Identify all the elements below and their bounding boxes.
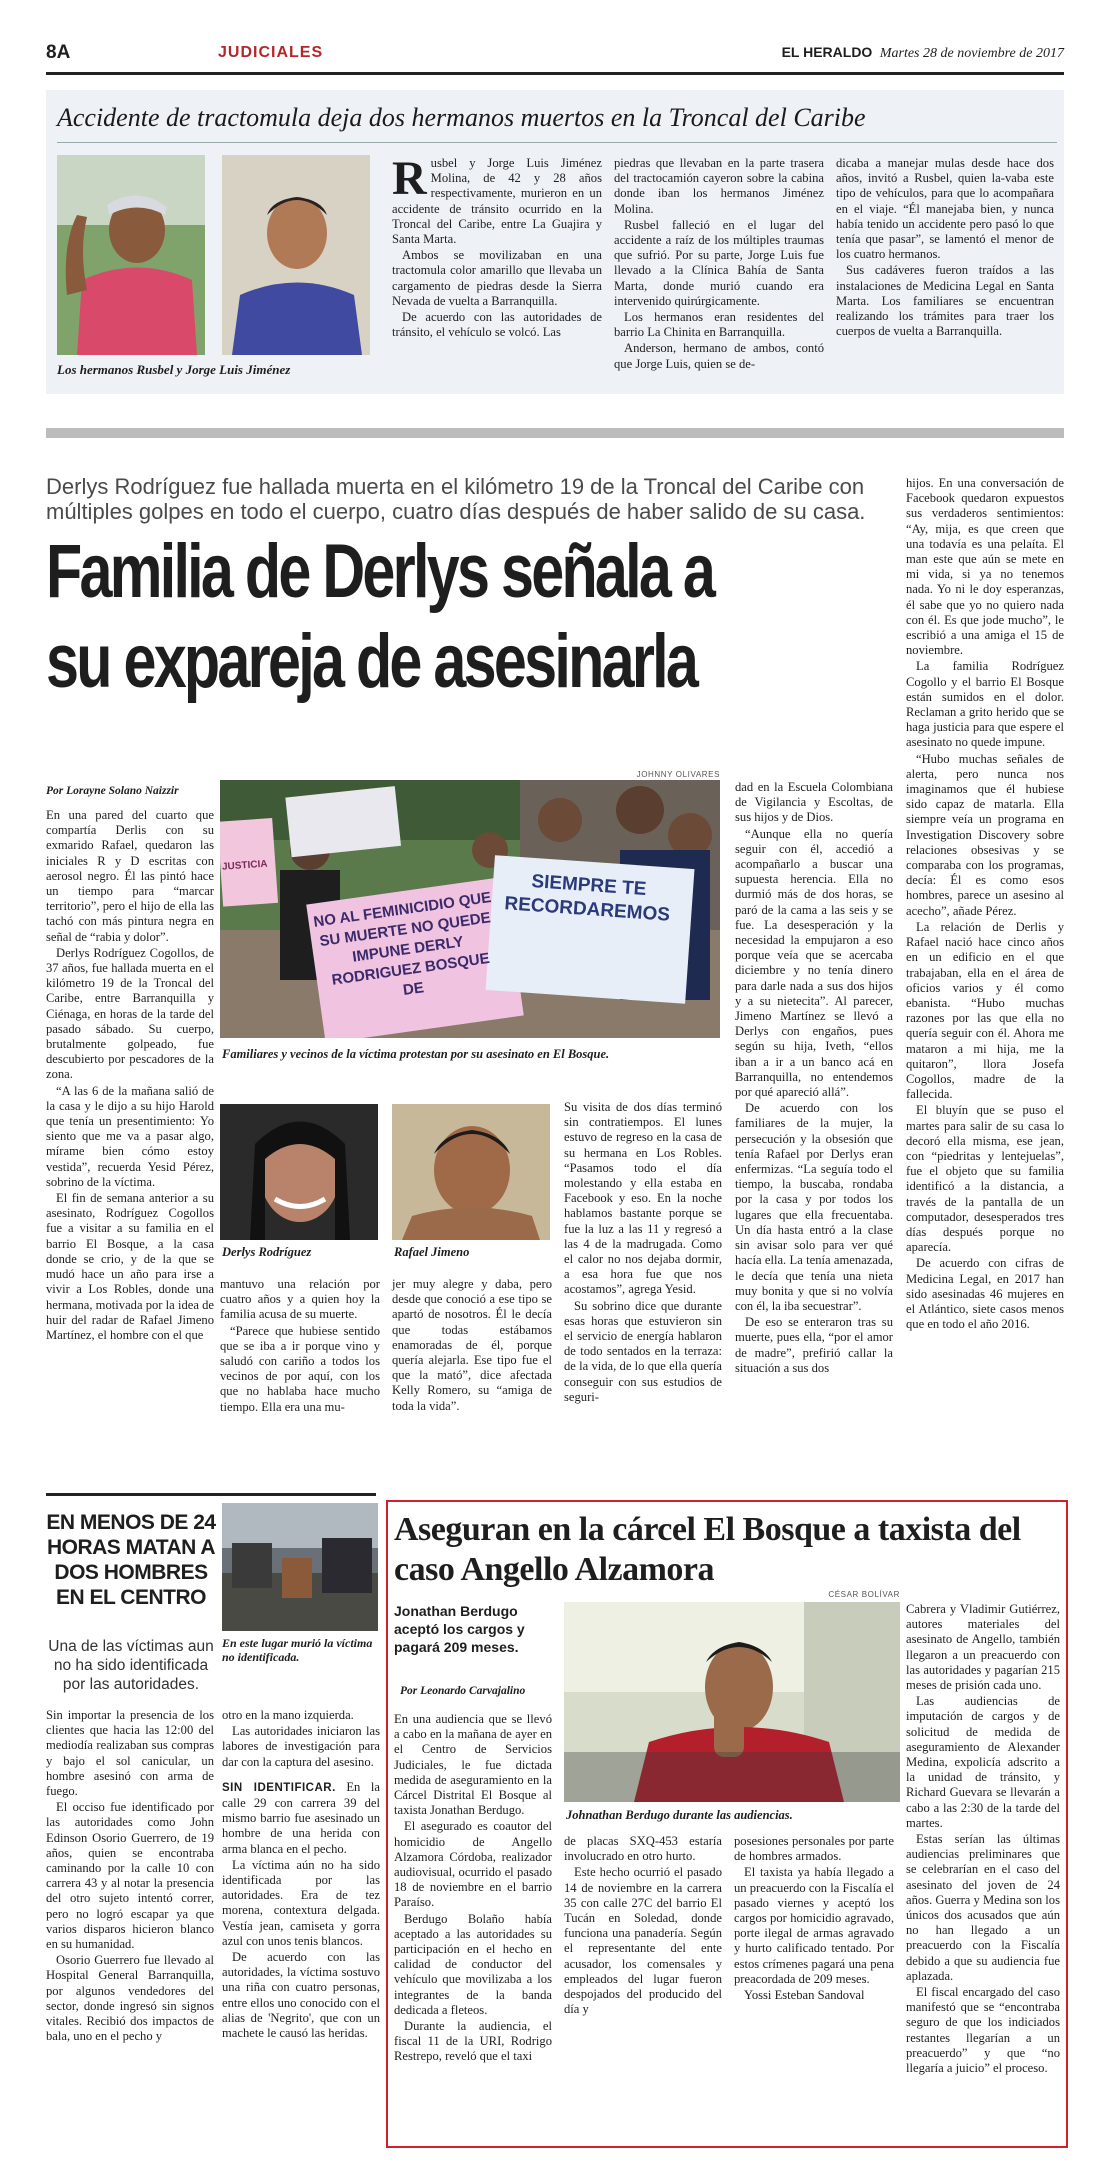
paragraph: Derlys Rodríguez Cogollos, de 37 años, fue hallada muerta en el kilómetro 19 de la Troncal del Caribe, entre Barranquilla y Ciénaga, en horas de la tarde del pasado sábado. Su cuerpo, brutalmente golpeado, fue descubierto por pescadores de la zona. bbox=[46, 945, 214, 1082]
paragraph: usbel y Jorge Luis Jiménez Molina, de 42 y 28 años respectivamente, murieron en un accidente de tránsito ocurrido en la Troncal del Caribe, entre La Guajira y Santa Marta. bbox=[392, 156, 602, 247]
paragraph: dicaba a manejar mulas desde hace dos años, invitó a Rusbel, quien la-vaba este tipo de vehículos, para que lo acompañara en el viaje. “Él manejaba bien, y nunca había tenido un accidente pero pasó lo que tenía que pasar”, se lamentó el menor de los cuatro hermanos. bbox=[836, 156, 1054, 262]
edition-date: Martes 28 de noviembre de 2017 bbox=[879, 46, 1064, 61]
header-rule bbox=[46, 72, 1064, 75]
paragraph: El asegurado es coautor del homicidio de Angello Alzamora Córdoba, realizador audiovisual, ocurrido el pasado 18 de noviembre en el barrio Paraíso. bbox=[394, 1819, 552, 1910]
paragraph: De acuerdo con cifras de Medicina Legal, en 2017 han sido asesinadas 46 mujeres en el Atlántico, siete casos menos que en todo el año 2016. bbox=[906, 1256, 1064, 1332]
paragraph: Sus cadáveres fueron traídos a las instalaciones de Medicina Legal en Santa Marta. Los familiares se encuentran realizando los trámites para traer los cuerpos de vuelta a Barranquilla. bbox=[836, 263, 1054, 339]
market-photo bbox=[222, 1503, 378, 1631]
paragraph: Su visita de dos días terminó sin contratiempos. El lunes estuvo de regreso en la casa de su hermana en Los Robles. “Pasamos todo el día molestando y ella estaba en Facebook y eso. En la noche hablamos bastante porque se fue la luz a las 11 y regresó a las 4 de la madrugada. Como el calor no nos dejaba dormir, a esa hora fue que nos acostamos”, agrega Yesid. bbox=[564, 1100, 722, 1297]
boxed-photo-credit: CÉSAR BOLÍVAR bbox=[828, 1590, 900, 1599]
paragraph: Las audiencias de imputación de cargos y de solicitud de medida de aseguramiento de Alexander Medina, expolicía adscrito a la unidad de tránsito, y Richard Guevara se llevarán a cabo a las 2:30 de la tarde del martes. bbox=[906, 1694, 1060, 1830]
paragraph: Berdugo Bolaño había aceptado a las autoridades su participación en el hecho en calidad de conductor del vehículo que movilizaba a los integrantes de la banda dedicada a fleteos. bbox=[394, 1911, 552, 2017]
main-headline-line-1: Familia de Derlys señala a bbox=[46, 529, 714, 614]
paragraph: Osorio Guerrero fue llevado al Hospital General Barranquilla, por algunos vendedores del sector, donde ingresó sin signos vitales. Recibió dos impactos de bala, uno en el pecho y bbox=[46, 1953, 214, 2044]
left-story-deck: Una de las víctimas aun no ha sido identificada por las autoridades. bbox=[48, 1638, 214, 1693]
paragraph: De acuerdo con las autoridades, la víctima sostuvo una riña con cuatro personas, entre ellos uno conocido con el alias de 'Negrito', que con un machete le causó las heridas. bbox=[222, 1950, 380, 2041]
paragraph: hijos. En una conversación de Facebook quedaron expuestos sus verdaderos sentimientos: “Ay, mija, es que creen que una todavía es una pelaíta. El man este que aún se mete en mi vida, si ya no tenemos nada. Yo ni le doy esperanzas, él sabe que yo no quiero nada con él. Es que jode mucho”, le escribió a una amiga el 15 de noviembre. bbox=[906, 476, 1064, 658]
paragraph: Durante la audiencia, el fiscal 11 de la URI, Rodrigo Restrepo, reveló que el taxi bbox=[394, 2019, 552, 2064]
berdugo-photo-caption: Johnathan Berdugo durante las audiencias. bbox=[566, 1808, 793, 1822]
paragraph: El taxista ya había llegado a un preacuerdo con la Fiscalía el pasado viernes y aceptó los cargos por homicidio agravado, porte ilegal de armas agravado y hurto calificado tentado. Por estos crímenes pagará una pena preacordada de 209 meses. bbox=[734, 1865, 894, 1986]
protest-sign-2: SIEMPRE TE RECORDAREMOS bbox=[503, 871, 671, 926]
headline-underline bbox=[57, 142, 1057, 143]
paragraph: Estas serían las últimas audiencias preliminares que se celebrarían en el caso del asesinato del joven de 24 años. Guerra y Medina son los únicos dos acusados que aún no han llegado a un preacuerdo con la Fiscalía debido a que su audiencia fue aplazada. bbox=[906, 1832, 1060, 1983]
main-kicker: Derlys Rodríguez fue hallada muerta en el kilómetro 19 de la Troncal del Caribe con múltiples golpes en todo el cuerpo, cuatro días después de haber salido de su casa. bbox=[46, 474, 866, 524]
paragraph: de placas SXQ-453 estaría involucrado en otro hurto. bbox=[564, 1834, 722, 1864]
paragraph: El occiso fue identificado por las autoridades como John Edinson Osorio Guerrero, de 19 años, quien se encontraba caminando por la calle 10 con carrera 43 y al notar la presencia del otro sujeto intentó correr, pero no logró escapar ya que varios disparos hicieron blanco en su humanidad. bbox=[46, 1800, 214, 1952]
main-headline-line-2: su expareja de asesinarla bbox=[46, 619, 697, 704]
subhead: SIN IDENTIFICAR. bbox=[222, 1781, 336, 1794]
boxed-col-2 bbox=[564, 1834, 722, 2018]
main-col-2 bbox=[220, 1277, 380, 1416]
paragraph: Cabrera y Vladimir Gutiérrez, autores materiales del asesinato de Angello, también llegaron a un preacuerdo con las autoridades y pagarían 215 meses de prisión cada uno. bbox=[906, 1602, 1060, 1693]
paragraph: “Hubo muchas señales de alerta, pero nunca nos imaginamos que él hubiese sido capaz de matarla. Ella siempre veía un programa en Investigation Discovery sobre relaciones obsesivas y se comparaba con los programas, decía: Él es como esos hombres, parece un asesino al acecho”, añade Pérez. bbox=[906, 751, 1064, 918]
paragraph: otro en la mano izquierda. bbox=[222, 1708, 354, 1722]
section-label: JUDICIALES bbox=[218, 44, 324, 61]
boxed-col-3 bbox=[734, 1834, 894, 2004]
paragraph: La relación de Derlis y Rafael nació hace cinco años en un edificio en el que trabajaban, ella en el área de oficios varios y él como ebanista. “Hubo muchas razones por las que ella no quería seguir con él. Ahora me mataron a mi hija, me la quitaron”, llora Josefa Cogollos, madre de la fallecida. bbox=[906, 919, 1064, 1102]
main-col-6 bbox=[906, 476, 1064, 1333]
paragraph: Sin importar la presencia de los clientes que hacia las 12:00 del mediodía realizaban sus compras y bajo el sol canicular, un hombre asesinó con arma de fuego. bbox=[46, 1708, 214, 1799]
protest-sign-3: JUSTICIA bbox=[221, 858, 268, 873]
page-number: 8A bbox=[46, 42, 71, 63]
main-byline: Por Lorayne Solano Naizzir bbox=[46, 785, 179, 797]
left-story-rule bbox=[46, 1493, 376, 1496]
rafael-portrait-caption: Rafael Jimeno bbox=[394, 1245, 470, 1259]
dropcap: R bbox=[392, 152, 427, 205]
paper-name: EL HERALDO bbox=[781, 44, 873, 60]
derlys-portrait bbox=[220, 1104, 378, 1240]
main-col-3 bbox=[392, 1277, 552, 1415]
paragraph: El fiscal encargado del caso manifestó que se “encontraba seguro de que los indiciados restantes llegarían a un preacuerdo” y que “no llegaría a juicio” el proceso. bbox=[906, 1985, 1060, 2076]
left-col-1 bbox=[46, 1708, 214, 2045]
paragraph bbox=[222, 1780, 380, 1857]
boxed-col-4 bbox=[906, 1602, 1060, 2077]
rafael-portrait bbox=[392, 1104, 550, 1240]
left-story-headline: EN MENOS DE 24 HORAS MATAN A DOS HOMBRES EN EL CENTRO bbox=[46, 1511, 216, 1609]
top-story-headline: Accidente de tractomula deja dos hermanos muertos en la Troncal del Caribe bbox=[57, 103, 866, 132]
brother-photo-2 bbox=[222, 155, 370, 355]
paragraph: Su sobrino dice que durante esas horas que estuvieron sin el servicio de energía hablaron de todo sentados en la terraza: de la vida, de lo que ella quería conseguir con sus estudios de seguri- bbox=[564, 1298, 722, 1404]
paragraph: jer muy alegre y daba, pero desde que conoció a ese tipo se apartó de nosotros. Él le decía que todas estábamos enamoradas de él, porque quería alejarla. Ese tipo fue el que la mató”, dice afectada Kelly Romero, su “amiga de toda la vida”. bbox=[392, 1277, 552, 1413]
paragraph: Yossi Esteban Sandoval bbox=[744, 1988, 865, 2003]
paragraph: De eso se enteraron tras su muerte, pues ella, “por el amor de madre”, prefirió callar la situación a sus dos bbox=[735, 1315, 893, 1375]
berdugo-photo bbox=[564, 1602, 900, 1802]
boxed-deck: Jonathan Berdugo aceptó los cargos y pagará 209 meses. bbox=[394, 1603, 525, 1655]
paragraph: La familia Rodríguez Cogollo y el barrio El Bosque están sumidos en el dolor. Reclaman a grito herido que se haga justicia para que espere el asesinato no quede impune. bbox=[906, 659, 1064, 750]
boxed-byline: Por Leonardo Carvajalino bbox=[400, 1685, 526, 1697]
paragraph: posesiones personales por parte de hombres armados. bbox=[734, 1834, 894, 1864]
paragraph: Ambos se movilizaban en una tractomula color amarillo que llevaba un cargamento de piedras desde la Sierra Nevada de vuelta a Barranquilla. bbox=[392, 248, 602, 308]
masthead bbox=[782, 44, 1064, 62]
market-photo-caption: En este lugar murió la víctima no identificada. bbox=[222, 1636, 373, 1664]
paragraph: Este hecho ocurrió el pasado 14 de noviembre en la carrera 35 con calle 27C del barrio El Tucán en Soledad, donde funciona una panadería. Según el representante del ente acusador, los comensales y empleados del lugar fueron despojados del producido del día y bbox=[564, 1865, 722, 2017]
paragraph: Las autoridades iniciaron las labores de investigación para dar con la captura del asesino. bbox=[222, 1724, 380, 1769]
paragraph: “A las 6 de la mañana salió de la casa y le dijo a su hijo Harold que tenía un presentimiento: Yo siento que me va a pasar algo, mírame bien cómo estoy vestida”, recuerda Yesid Pérez, sobrino de la víctima. bbox=[46, 1083, 214, 1189]
subhead-text: En la calle 29 con carrera 39 del mismo barrio fue asesinado un hombre de una herida con arma blanca en el pecho. bbox=[222, 1779, 380, 1856]
top-story-caption: Los hermanos Rusbel y Jorge Luis Jiménez bbox=[57, 362, 291, 377]
paragraph: En una pared del cuarto que compartía Derlis con su exmarido Rafael, quedaron las iniciales R y D escritas con aerosol negro. Él las pintó hace un tiempo para “marcar territorio”, pero el hijo de ella las tachó con más pintura negra en señal de “rabia y dolor”. bbox=[46, 808, 214, 944]
paragraph: De acuerdo con las autoridades de tránsito, el vehículo se volcó. Las bbox=[392, 310, 602, 340]
boxed-col-1 bbox=[394, 1712, 552, 2066]
paragraph: En una audiencia que se llevó a cabo en la mañana de ayer en el Centro de Servicios Judiciales, le fue dictada medida de aseguramiento en la Cárcel Distrital El Bosque al taxista Jonathan Berdugo. bbox=[394, 1712, 552, 1818]
main-col-1 bbox=[46, 808, 214, 1344]
paragraph: “Aunque ella no quería seguir con él, accedió a acompañarlo a buscar una supuesta herencia. Ella no durmió más de dos horas, se paró de la cama a las seis y se fue. La desesperación y la necesidad la empujaron a eso porque veía que se acercaba diciembre y no tenía dinero para darle nada a sus dos hijos y a su nietecita”. Al parecer, Jimeno Martínez se llevó a Derlys con engaños, pues según su hija, Iveth, “ellos iban a ir a un banco acá en Barranquilla, no entendemos por qué apareció allá”. bbox=[735, 826, 893, 1100]
protest-sign-1: NO AL FEMINICIDIO QUE SU MUERTE NO QUEDE IMPUNE DERLY RODRIGUEZ BOSQUE DE bbox=[312, 889, 493, 999]
main-col-4 bbox=[564, 1100, 722, 1406]
top-story-col-2 bbox=[614, 156, 824, 373]
boxed-story-headline: Aseguran en la cárcel El Bosque a taxista del caso Angello Alzamora bbox=[394, 1511, 1021, 1588]
paragraph: De acuerdo con los familiares de la mujer, la persecución y la obsesión que tenía Rafael por Derlys eran enfermizas. “La seguía todo el tiempo, la buscaba, rondaba por la casa y por todos los lugares que ella frecuentaba. Un día hasta entró a la clase sin avisar solo para ver qué hacía ella. La tenía amenazada, le decía que tenía una nieta muy bonita y que si no volvía con él, la iba secuestrar”. bbox=[735, 1101, 893, 1313]
paragraph: El bluyín que se puso el martes para salir de su casa lo decoró ella misma, ese jean, con “piedritas y lentejuelas”, fue el objeto que su familia identificó a la distancia, a través de la pantalla de un computador, desesperados tres días después porque no aparecía. bbox=[906, 1103, 1064, 1255]
top-story-col-3 bbox=[836, 156, 1054, 340]
top-story-col-1 bbox=[392, 152, 602, 341]
paragraph: dad en la Escuela Colombiana de Vigilancia y Escoltas, de sus hijos y de Dios. bbox=[735, 780, 893, 825]
left-col-2 bbox=[222, 1708, 380, 2042]
separator-band bbox=[46, 428, 1064, 438]
paragraph: La víctima aún no ha sido identificada por las autoridades. Era de tez morena, contextura delgada. Vestía jean, camiseta y gorra azul con unos tenis blancos. bbox=[222, 1857, 380, 1948]
main-col-5 bbox=[735, 780, 893, 1377]
paragraph: mantuvo una relación por cuatro años y a quien hoy la familia acusa de su muerte. bbox=[220, 1277, 380, 1322]
paragraph: El fin de semana anterior a su asesinato, Rodríguez Cogollos fue a visitar a su familia en el barrio El Bosque, a la casa donde se crio, y de la que se mudó hace un año para irse a vivir a Los Robles, donde una hermana, motivada por la idea de huir del radar de Rafael Jimeno Martínez, el hombre con el que bbox=[46, 1191, 214, 1342]
paragraph: Anderson, hermano de ambos, contó que Jorge Luis, quien se de- bbox=[614, 341, 824, 371]
paragraph: Rusbel falleció en el lugar del accidente a raíz de los múltiples traumas que sufrió. Por su parte, Jorge Luis fue llevado a la Clínica Bahía de Santa Marta, donde murió cuando era intervenido quirúrgicamente. bbox=[614, 217, 824, 308]
paragraph: “Parece que hubiese sentido que se iba a ir porque vino y saludó con cariño a todos los vecinos de por aquí, con los que no hablaba hace mucho tiempo. Ella era una mu- bbox=[220, 1323, 380, 1414]
paragraph: Los hermanos eran residentes del barrio La Chinita en Barranquilla. bbox=[614, 310, 824, 340]
protest-photo-caption: Familiares y vecinos de la víctima protestan por su asesinato en El Bosque. bbox=[222, 1047, 610, 1061]
derlys-portrait-caption: Derlys Rodríguez bbox=[222, 1245, 312, 1259]
main-photo-credit: JOHNNY OLIVARES bbox=[636, 770, 720, 779]
brother-photo-1 bbox=[57, 155, 205, 355]
paragraph: piedras que llevaban en la parte trasera del tractocamión cayeron sobre la cabina donde iban los hermanos Jiménez Molina. bbox=[614, 156, 824, 216]
